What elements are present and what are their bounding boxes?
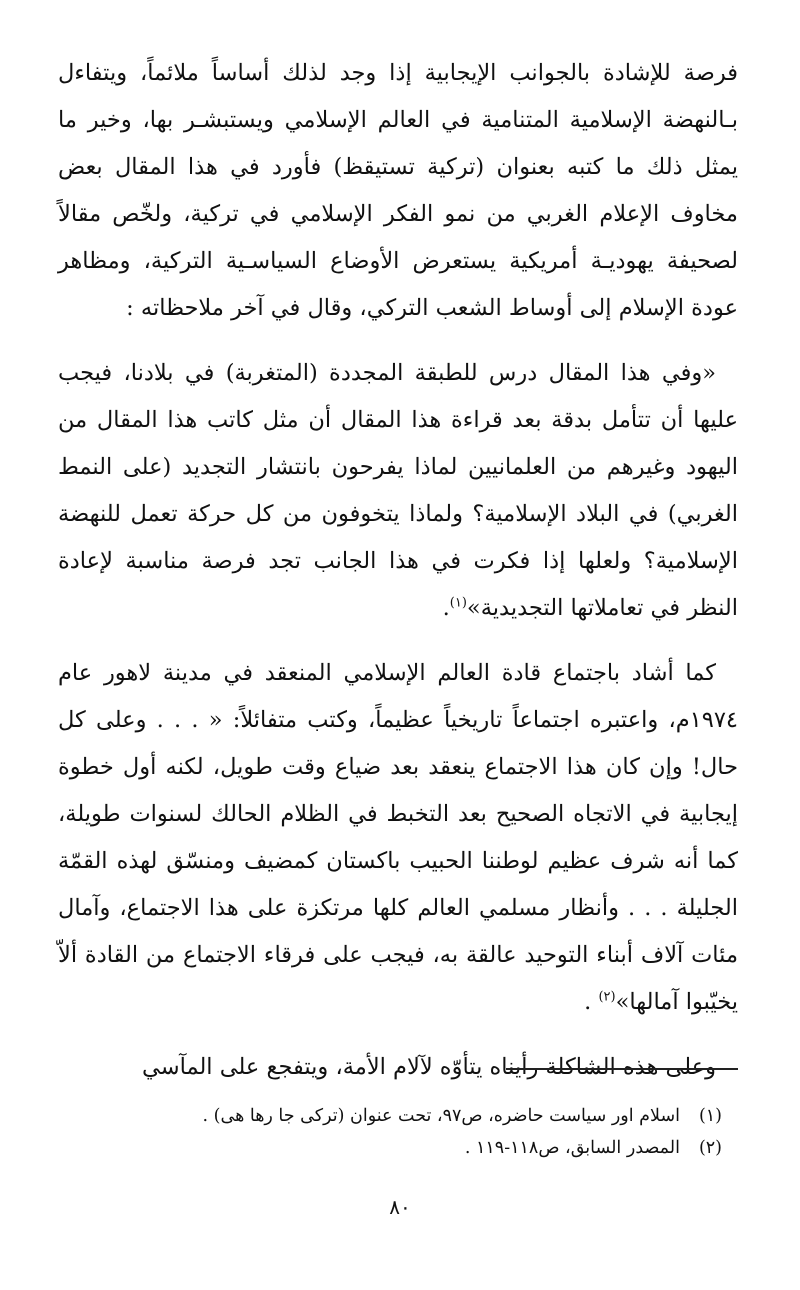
- paragraph-1-text: فرصة للإشادة بالجوانب الإيجابية إذا وجد لذلك أساساً ملائماً، ويتفاءل بـالنهضة الإسلامية المتنامية في العالم الإسلامي ويستبشـر بها، وخير ما يمثل ذلك ما كتبه بعنوان (تركية تستيقظ) فأورد في هذا المقال بعض مخاوف الإعلام الغربي من نمو الفكر الإسلامي في تركية، ولخّص مقالاً لصحيفة يهوديـة أمريكية يستعرض الأوضاع السياسـية التركية، ومظاهر عودة الإسلام إلى أوساط الشعب التركي، وقال في آخر ملاحظاته :: [58, 60, 738, 321]
- footnote-number: (٢): [698, 1138, 722, 1158]
- paragraph-2-tail: .: [442, 595, 450, 621]
- page-number: ٨٠: [389, 1195, 411, 1219]
- paragraph-3-tail: .: [584, 989, 599, 1015]
- footnote-number: (١): [698, 1106, 722, 1126]
- paragraph-3-text: كما أشاد باجتماع قادة العالم الإسلامي المنعقد في مدينة لاهور عام ١٩٧٤م، واعتبره اجتماعاً تاريخياً عظيماً، وكتب متفائلاً: « . . . وعلى كل حال! وإن كان هذا الاجتماع ينعقد بعد ضياع وقت طويل، لكنه أول خطوة إيجابية في الاتجاه الصحيح بعد التخبط في الظلام الحالك لسنوات طويلة، كما أنه شرف عظيم لوطننا الحبيب باكستان كمضيف ومنسّق لهذه القمّة الجليلة . . . وأنظار مسلمي العالم كلها مرتكزة على هذا الاجتماع، وآمال مئات آلاف أبناء التوحيد عالقة به، فيجب على فرقاء الاجتماع من القادة ألاّ يخيّبوا آمالها»: [58, 660, 738, 1015]
- footnote-ref-1: (١): [449, 595, 467, 611]
- paragraph-3: [58, 650, 738, 1026]
- footnote-item: [82, 1132, 722, 1164]
- paragraph-2-quote: [58, 350, 738, 632]
- footnote-item: [82, 1100, 722, 1132]
- footnote-ref-2: (٢): [598, 989, 616, 1005]
- paragraph-4-text: وعلى هذه الشاكلة رأيناه يتأوّه لآلام الأمة، ويتفجع على المآسي: [141, 1054, 716, 1080]
- footnote-divider: [506, 1068, 738, 1070]
- footnote-text: اسلام اور سياست حاضره، ص٩٧، تحت عنوان (تركى جا رها هى) .: [202, 1106, 680, 1126]
- footnote-text: المصدر السابق، ص١١٨-١١٩ .: [464, 1138, 680, 1158]
- paragraph-2-text: «وفي هذا المقال درس للطبقة المجددة (المتغربة) في بلادنا، فيجب عليها أن تتأمل بدقة بعد قراءة هذا المقال أن مثل كاتب هذا المقال من اليهود وغيرهم من العلمانيين لماذا يفرحون بانتشار التجديد (على النمط الغربي) في البلاد الإسلامية؟ ولماذا يتخوفون من كل حركة تعمل للنهضة الإسلامية؟ ولعلها إذا فكرت في هذا الجانب تجد فرصة مناسبة لإعادة النظر في تعاملاتها التجديدية»: [58, 360, 738, 621]
- footnotes: [82, 1100, 722, 1164]
- paragraph-1: [58, 50, 738, 332]
- page-body: [58, 50, 738, 1091]
